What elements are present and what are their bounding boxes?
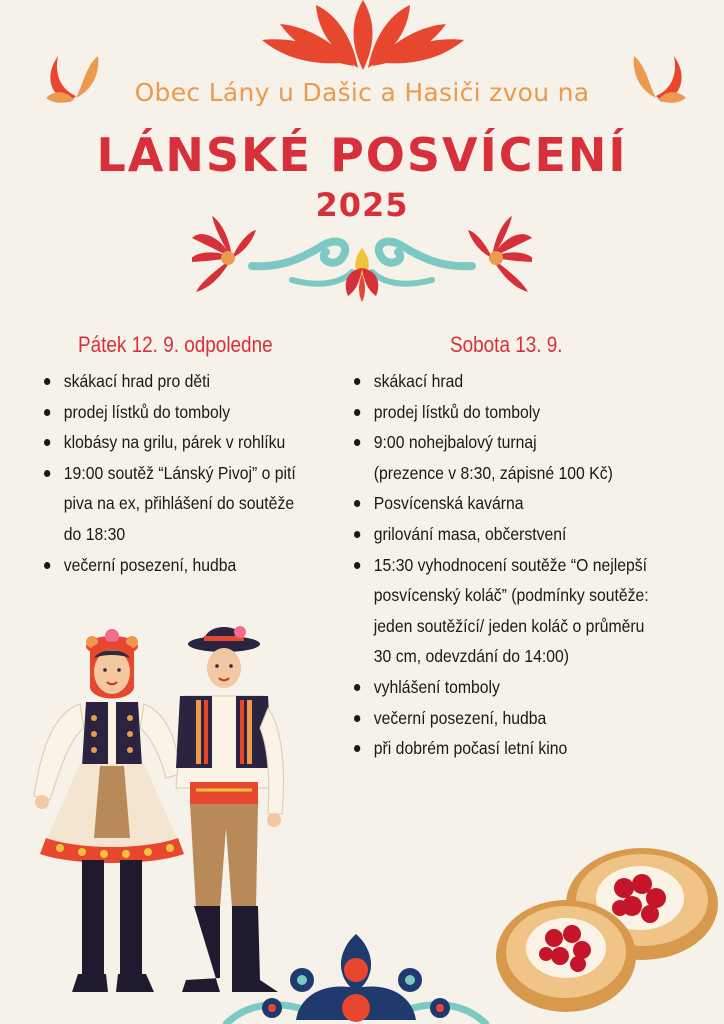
list-item: prodej lístků do tomboly xyxy=(354,397,665,428)
list-item: večerní posezení, hudba xyxy=(44,550,310,581)
kolache-pastry-illustration xyxy=(494,842,720,1018)
list-item: prodej lístků do tomboly xyxy=(44,397,310,428)
list-item: grilování masa, občerstvení xyxy=(354,519,665,550)
list-item: 15:30 vyhodnocení soutěže “O nejlepší posvícenský koláč” (podmínky soutěže: jeden soutěžící/ jeden koláč o průměru 30 cm, odevzdání do 14:00) xyxy=(354,550,665,672)
list-item-note: (prezence v 8:30, zápisné 100 Kč) xyxy=(373,462,613,483)
page-title: LÁNSKÉ POSVÍCENÍ xyxy=(96,128,628,182)
year-text: 2025 xyxy=(315,186,409,224)
folk-flower-icon xyxy=(258,0,468,76)
intro-text: Obec Lány u Dašic a Hasiči zvou na xyxy=(134,78,590,107)
folk-ornament-icon xyxy=(192,208,532,308)
saturday-heading: Sobota 13. 9. xyxy=(450,332,563,357)
list-item: vyhlášení tomboly xyxy=(354,672,665,703)
saturday-list xyxy=(354,366,665,764)
list-item: 19:00 soutěž “Lánský Pivoj” o pití piva na ex, přihlášení do soutěže do 18:30 xyxy=(44,458,310,550)
list-item: při dobrém počasí letní kino xyxy=(354,733,665,764)
friday-heading: Pátek 12. 9. odpoledne xyxy=(78,332,273,357)
list-item-text: 9:00 nohejbalový turnaj xyxy=(373,432,537,453)
folk-flower-bottom-icon xyxy=(206,930,506,1024)
list-item: skákací hrad pro děti xyxy=(44,366,310,397)
list-item xyxy=(354,427,665,488)
list-item: Posvícenská kavárna xyxy=(354,488,665,519)
list-item: klobásy na grilu, párek v rohlíku xyxy=(44,427,310,458)
list-item: večerní posezení, hudba xyxy=(354,703,665,734)
friday-list xyxy=(44,366,310,580)
list-item: skákací hrad xyxy=(354,366,665,397)
